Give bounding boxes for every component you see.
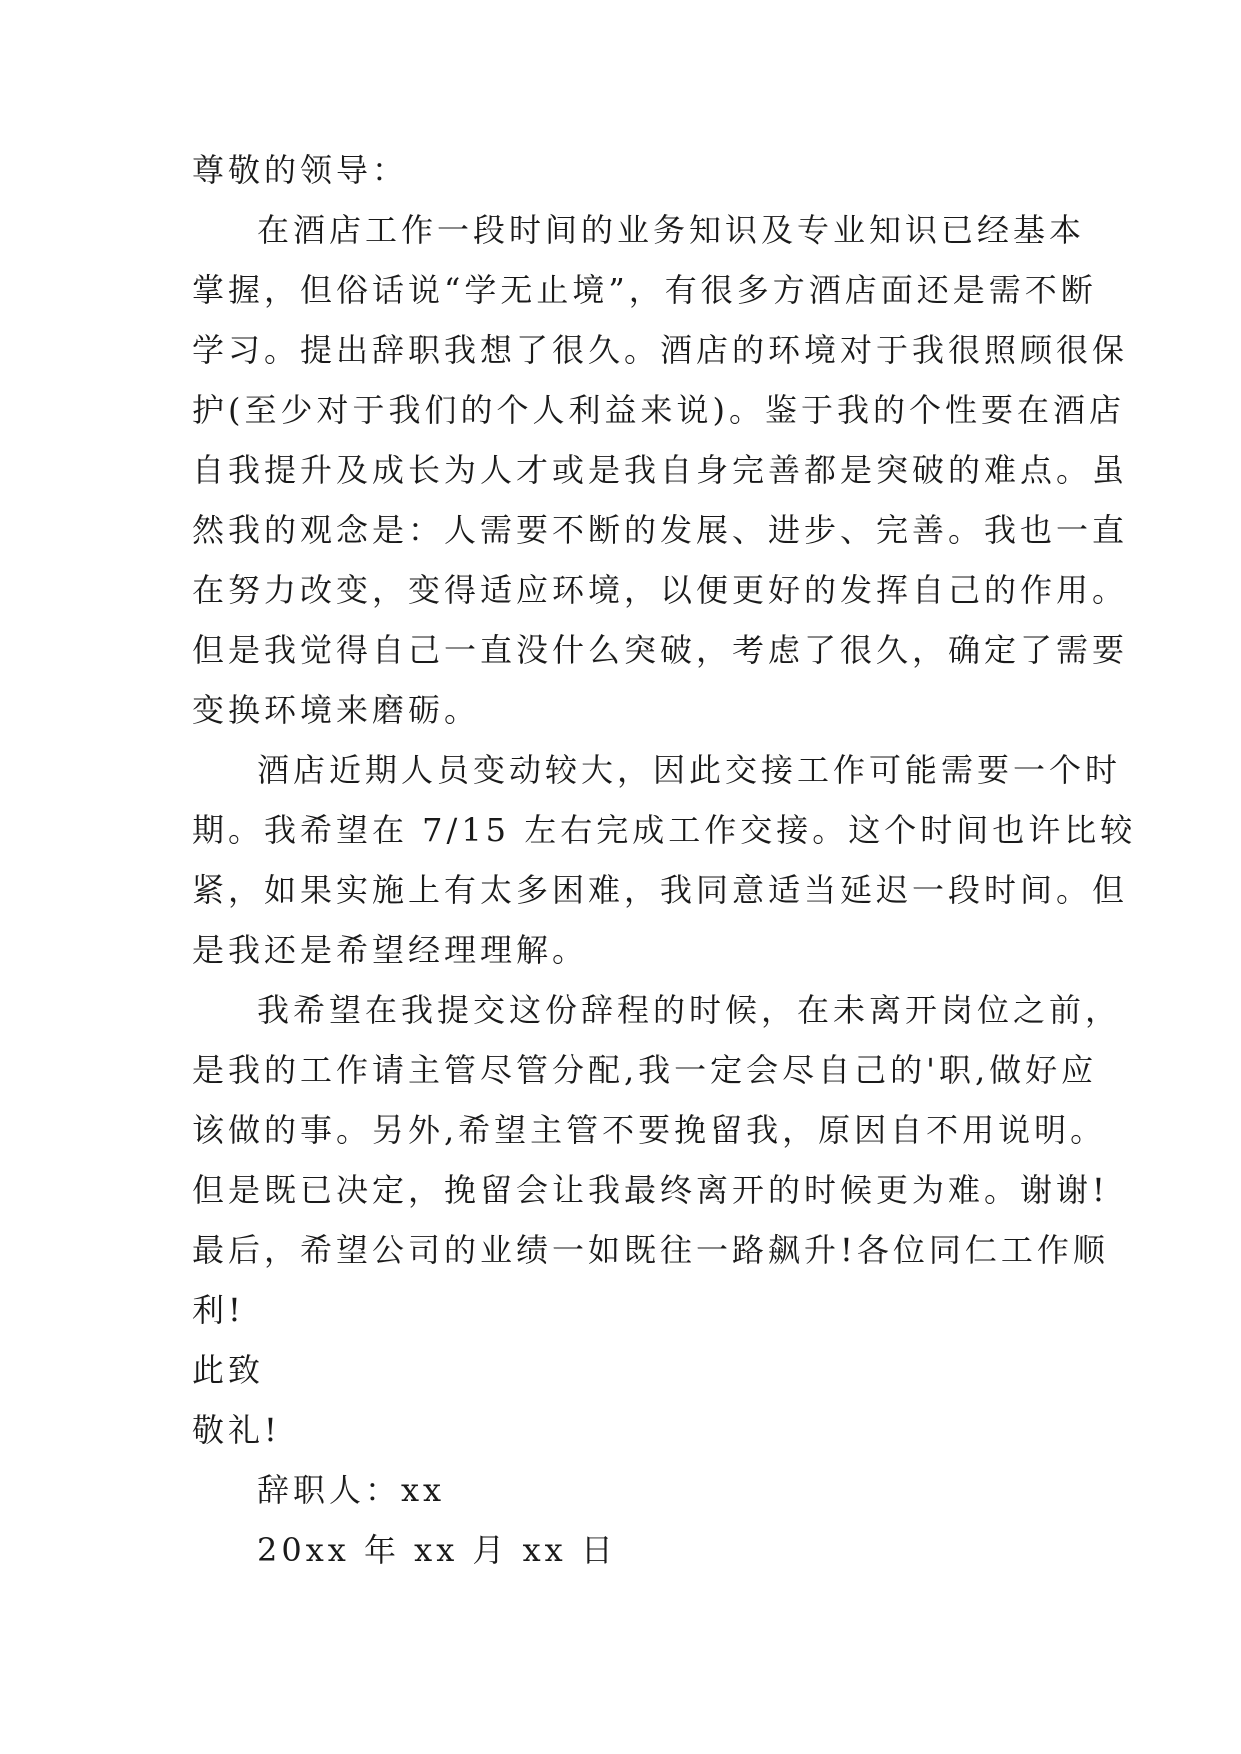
paragraph-line: 酒店近期人员变动较大，因此交接工作可能需要一个时 — [257, 751, 1122, 789]
paragraph-line: 学习。提出辞职我想了很久。酒店的环境对于我很照顾很保 — [192, 331, 1129, 369]
paragraph-line: 是我还是希望经理理解。 — [192, 931, 589, 969]
paragraph-line: 期。我希望在 7/15 左右完成工作交接。这个时间也许比较 — [192, 811, 1137, 849]
paragraph-line: 在努力改变，变得适应环境，以便更好的发挥自己的作用。 — [192, 571, 1129, 609]
date: 20xx 年 xx 月 xx 日 — [257, 1531, 617, 1569]
paragraph-line: 我希望在我提交这份辞程的时候，在未离开岗位之前， — [257, 991, 1122, 1029]
closing-line: 此致 — [192, 1351, 265, 1389]
paragraph-line: 但是既已决定，挽留会让我最终离开的时候更为难。谢谢! — [192, 1171, 1109, 1209]
signature: 辞职人：xx — [257, 1471, 446, 1509]
paragraph-line: 利! — [192, 1291, 245, 1329]
paragraph-line: 但是我觉得自己一直没什么突破，考虑了很久，确定了需要 — [192, 631, 1129, 669]
closing-line: 敬礼! — [192, 1411, 281, 1449]
paragraph-line: 护(至少对于我们的个人利益来说)。鉴于我的个性要在酒店 — [192, 391, 1125, 429]
salutation: 尊敬的领导： — [192, 151, 409, 189]
paragraph-line: 是我的工作请主管尽管分配,我一定会尽自己的'职,做好应 — [192, 1051, 1098, 1089]
paragraph-line: 变换环境来磨砺。 — [192, 691, 481, 729]
paragraph-line: 紧，如果实施上有太多困难，我同意适当延迟一段时间。但 — [192, 871, 1129, 909]
paragraph-line: 自我提升及成长为人才或是我自身完善都是突破的难点。虽 — [192, 451, 1129, 489]
paragraph-line: 该做的事。另外,希望主管不要挽留我，原因自不用说明。 — [192, 1111, 1107, 1149]
paragraph-line: 在酒店工作一段时间的业务知识及专业知识已经基本 — [257, 211, 1086, 249]
paragraph-line: 掌握，但俗话说“学无止境”，有很多方酒店面还是需不断 — [192, 271, 1097, 309]
paragraph-line: 最后，希望公司的业绩一如既往一路飙升!各位同仁工作顺 — [192, 1231, 1109, 1269]
paragraph-line: 然我的观念是：人需要不断的发展、进步、完善。我也一直 — [192, 511, 1129, 549]
